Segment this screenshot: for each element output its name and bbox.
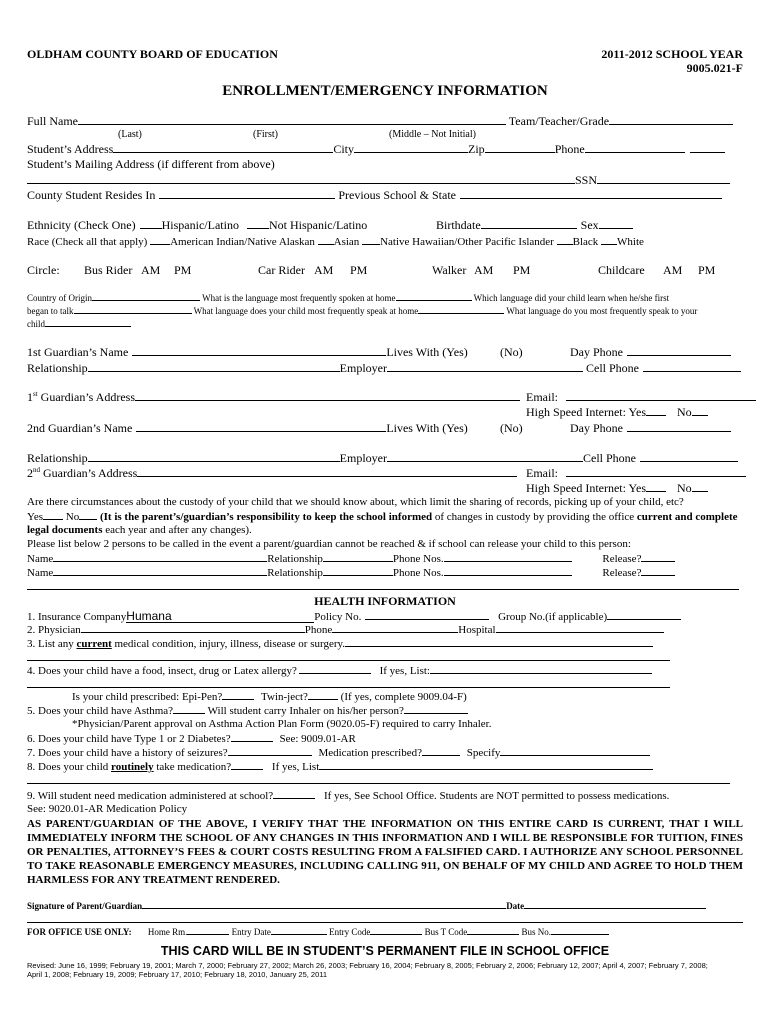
- pickup2-release-field[interactable]: [641, 567, 675, 576]
- bus-t-code-field[interactable]: [467, 927, 519, 935]
- med-prescribed-label: Medication prescribed?: [318, 747, 422, 759]
- sex-label: Sex: [580, 218, 599, 232]
- g1-internet-yes-label: Yes: [628, 405, 647, 419]
- specify-field[interactable]: [500, 747, 650, 756]
- g2-internet-yes[interactable]: [646, 482, 666, 492]
- last-hint: (Last): [118, 129, 142, 140]
- bus-no-label: Bus No.: [521, 927, 552, 937]
- g1-email-label: Email:: [526, 390, 558, 404]
- child-speaks-label: What language does your child most frequently speak at home: [193, 306, 419, 316]
- conditions-label: 3. List any current medical condition, injury, illness, disease or surgery.: [27, 638, 346, 650]
- bus-pm-option[interactable]: PM: [174, 263, 192, 277]
- first-language-field[interactable]: [74, 306, 192, 314]
- pickup2-release-label: Release?: [602, 567, 642, 579]
- g1-email-field[interactable]: [566, 391, 756, 401]
- began-label: began to talk: [27, 306, 74, 316]
- city-field[interactable]: [354, 143, 468, 153]
- bus-rider-label: Bus Rider: [84, 263, 133, 277]
- office-label: FOR OFFICE USE ONLY:: [27, 927, 132, 937]
- mailing-label: Student’s Mailing Address (if different from above): [27, 157, 275, 171]
- first-language-label: Which language did your child learn when he/she first: [473, 293, 670, 303]
- g1-lives-no[interactable]: (No): [500, 345, 523, 359]
- g1-internet-no[interactable]: [692, 406, 708, 416]
- permanent-file-notice: THIS CARD WILL BE IN STUDENT’S PERMANENT FILE IN SCHOOL OFFICE: [160, 944, 610, 958]
- school-med-field[interactable]: [273, 790, 315, 799]
- g2-email-label: Email:: [526, 466, 558, 480]
- sex-field[interactable]: [599, 219, 633, 229]
- ssn-field[interactable]: [597, 174, 730, 184]
- address-field[interactable]: [113, 143, 333, 153]
- prev-school-field[interactable]: [460, 189, 722, 199]
- home-language-field[interactable]: [396, 293, 472, 301]
- walker-am-option[interactable]: AM: [474, 263, 494, 277]
- g2-employer-field[interactable]: [387, 452, 583, 462]
- diabetes-see: See: 9009.01-AR: [279, 733, 356, 745]
- pickup2-name-label: Name: [27, 567, 54, 579]
- custody-question: Are there circumstances about the custody of your child that we should know about, which limit the sharing of records, picking up of your child, etc?: [27, 496, 684, 508]
- school-med-label: 9. Will student need medication administered at school?: [27, 790, 274, 802]
- ssn-label: SSN: [575, 173, 598, 187]
- g2-address-field[interactable]: [137, 467, 517, 477]
- g1-cell-label: Cell Phone: [586, 361, 639, 375]
- g1-name-field[interactable]: [132, 346, 386, 356]
- allergy-label: 4. Does your child have a food, insect, drug or Latex allergy?: [27, 665, 297, 677]
- revised-dates-1: Revised: June 16, 1999; February 19, 2001; March 7, 2000; February 27, 2002; March 26, 2003; February 16, 2004; February 8, 2005; February 2, 2006; February 12, 2007; April 4, 2007; February 7, 2008;: [27, 961, 708, 970]
- pickup-intro: Please list below 2 persons to be called in the event a parent/guardian cannot be reached & if school can release your child to this person:: [27, 538, 631, 550]
- pickup2-name-field[interactable]: [53, 567, 267, 576]
- pickup1-name-label: Name: [27, 553, 54, 565]
- med-prescribed-field[interactable]: [422, 747, 460, 756]
- g2-email-field[interactable]: [566, 467, 746, 477]
- twinject-field[interactable]: [308, 691, 338, 700]
- office-divider: [27, 922, 743, 923]
- parent-speaks-field[interactable]: [45, 319, 131, 327]
- asthma-field[interactable]: [173, 705, 205, 714]
- phone-field[interactable]: [585, 143, 685, 153]
- pickup1-name-field[interactable]: [53, 553, 267, 562]
- inhaler-label: Will student carry Inhaler on his/her person?: [207, 705, 404, 717]
- asthma-note: *Physician/Parent approval on Asthma Action Plan Form (9020.05-F) required to carry Inhaler.: [72, 718, 492, 730]
- g1-internet-no-label: No: [677, 405, 692, 419]
- section-divider: [27, 589, 739, 590]
- g1-day-phone-field[interactable]: [627, 346, 731, 356]
- signature-label: Signature of Parent/Guardian: [27, 901, 143, 911]
- group-label: Group No.(if applicable): [498, 611, 608, 623]
- home-rm-label: Home Rm.: [147, 927, 188, 937]
- mailing-field[interactable]: [27, 174, 575, 184]
- bus-am-option[interactable]: AM: [141, 263, 161, 277]
- g2-lives-yes[interactable]: (Yes): [442, 421, 468, 435]
- race-ai-label: American Indian/Native Alaskan: [170, 236, 315, 248]
- inhaler-field[interactable]: [404, 705, 468, 714]
- med-policy: See: 9020.01-AR Medication Policy: [27, 803, 188, 815]
- routine-med-label: 8. Does your child routinely take medication?: [27, 761, 232, 773]
- g2-relationship-label: Relationship: [27, 451, 88, 465]
- signature-date-field[interactable]: [524, 901, 706, 909]
- hispanic-label: Hispanic/Latino: [161, 218, 239, 232]
- conditions-field[interactable]: [345, 638, 653, 647]
- entry-date-label: Entry Date: [231, 927, 271, 937]
- physician-phone-field[interactable]: [332, 624, 458, 633]
- g1-internet-yes[interactable]: [646, 406, 666, 416]
- county-label: County Student Resides In: [27, 188, 156, 202]
- parent-speaks-label: What language do you most frequently speak to your: [506, 306, 698, 316]
- child-label: child: [27, 319, 45, 329]
- g2-relationship-field[interactable]: [88, 452, 340, 462]
- team-field[interactable]: [609, 115, 733, 125]
- car-am-option[interactable]: AM: [314, 263, 334, 277]
- allergy-list-field[interactable]: [430, 665, 652, 674]
- signature-field[interactable]: [142, 901, 506, 909]
- race-black-label: Black: [572, 236, 599, 248]
- ethnicity-label: Ethnicity (Check One): [27, 218, 136, 232]
- circle-label: Circle:: [27, 263, 60, 277]
- health-title: HEALTH INFORMATION: [314, 594, 456, 608]
- g1-address-field[interactable]: [135, 391, 520, 401]
- form-number: 9005.021-F: [686, 61, 743, 75]
- childcare-label: Childcare: [598, 263, 645, 277]
- car-pm-option[interactable]: PM: [350, 263, 368, 277]
- custody-no-field[interactable]: [79, 511, 97, 520]
- pickup2-phone-field[interactable]: [444, 567, 572, 576]
- g2-name-field[interactable]: [136, 422, 386, 432]
- physician-phone-label: Phone: [304, 624, 333, 636]
- pickup1-release-label: Release?: [602, 553, 642, 565]
- full-name-label: Full Name: [27, 114, 78, 128]
- allergy-field[interactable]: [299, 665, 371, 674]
- g1-lives-with-label: Lives With: [386, 345, 440, 359]
- twinject-note: (If yes, complete 9009.04-F): [340, 691, 467, 703]
- hospital-field[interactable]: [496, 624, 664, 633]
- pickup2-rel-field[interactable]: [323, 567, 393, 576]
- g1-lives-yes[interactable]: (Yes): [442, 345, 468, 359]
- seizures-field[interactable]: [228, 747, 312, 756]
- signature-date-label: Date: [506, 901, 525, 911]
- g2-name-label: 2nd Guardian’s Name: [27, 421, 133, 435]
- bus-t-code-label: Bus T Code: [424, 927, 468, 937]
- custody-yes-field[interactable]: [43, 511, 63, 520]
- origin-field[interactable]: [92, 293, 200, 301]
- walker-pm-option[interactable]: PM: [513, 263, 531, 277]
- zip-label: Zip: [468, 142, 485, 156]
- policy-field[interactable]: [365, 611, 489, 620]
- home-language-label: What is the language most frequently spoken at home: [202, 293, 396, 303]
- specify-label: Specify: [466, 747, 501, 759]
- race-label: Race (Check all that apply): [27, 236, 148, 248]
- origin-label: Country of Origin: [27, 293, 92, 303]
- home-rm-field[interactable]: [187, 927, 229, 935]
- g2-lives-with-label: Lives With: [386, 421, 440, 435]
- org-name: OLDHAM COUNTY BOARD OF EDUCATION: [27, 47, 278, 61]
- routine-list-field[interactable]: [319, 761, 653, 770]
- g1-address-label: 1st Guardian’s Address: [27, 390, 135, 404]
- g2-day-phone-field[interactable]: [627, 422, 731, 432]
- race-white-check[interactable]: [601, 235, 617, 245]
- phone-label: Phone: [554, 142, 585, 156]
- entry-code-label: Entry Code: [329, 927, 371, 937]
- g1-day-phone-label: Day Phone: [570, 345, 623, 359]
- walker-label: Walker: [432, 263, 467, 277]
- zip-field[interactable]: [485, 143, 555, 153]
- pickup1-rel-field[interactable]: [323, 553, 393, 562]
- allergy-field-line[interactable]: [27, 687, 670, 688]
- not-hispanic-label: Not Hispanic/Latino: [268, 218, 368, 232]
- g2-day-phone-label: Day Phone: [570, 421, 623, 435]
- first-hint: (First): [253, 129, 278, 140]
- physician-field[interactable]: [81, 624, 305, 633]
- g1-employer-label: Employer: [339, 361, 387, 375]
- g1-cell-field[interactable]: [643, 362, 741, 372]
- pickup2-phone-label: Phone Nos.: [392, 567, 444, 579]
- pickup2-rel-label: Relationship: [267, 567, 323, 579]
- hispanic-check[interactable]: [140, 219, 162, 229]
- race-white-label: White: [617, 236, 644, 248]
- middle-hint: (Middle – Not Initial): [389, 129, 476, 140]
- prev-school-label: Previous School & State: [338, 188, 457, 202]
- race-asian-label: Asian: [333, 236, 360, 248]
- childcare-am-option[interactable]: AM: [663, 263, 683, 277]
- school-year: 2011-2012 SCHOOL YEAR: [601, 47, 743, 61]
- g1-relationship-field[interactable]: [88, 362, 340, 372]
- race-nh-check[interactable]: [362, 235, 380, 245]
- car-rider-label: Car Rider: [258, 263, 305, 277]
- city-label: City: [333, 142, 355, 156]
- asthma-label: 5. Does your child have Asthma?: [27, 705, 174, 717]
- g2-cell-field[interactable]: [640, 452, 738, 462]
- custody-note: Yes No (It is the parent’s/guardian’s responsibility to keep the school informed of changes in custody by providing the office current and complete legal documents each year and after any changes).: [27, 511, 738, 536]
- g2-cell-label: Cell Phone: [583, 451, 636, 465]
- pickup1-phone-label: Phone Nos.: [392, 553, 444, 565]
- bus-no-field[interactable]: [551, 927, 609, 935]
- hospital-label: Hospital: [458, 624, 496, 636]
- g1-name-label: 1st Guardian’s Name: [27, 345, 129, 359]
- routine-med-field[interactable]: [231, 761, 263, 770]
- not-hispanic-check[interactable]: [247, 219, 269, 229]
- revised-dates-2: April 1, 2008; February 19, 2009; February 17, 2010; February 18, 2010, January 25, 2011: [27, 970, 328, 979]
- g2-internet-no[interactable]: [692, 482, 708, 492]
- insurance-field[interactable]: Humana: [126, 610, 314, 623]
- team-label: Team/Teacher/Grade: [508, 114, 610, 128]
- g2-employer-label: Employer: [339, 451, 387, 465]
- race-nh-label: Native Hawaiian/Other Pacific Islander: [380, 236, 554, 248]
- g2-internet-no-label: No: [677, 481, 692, 495]
- g1-relationship-label: Relationship: [27, 361, 88, 375]
- diabetes-label: 6. Does your child have Type 1 or 2 Diabetes?: [27, 733, 231, 745]
- physician-label: 2. Physician: [27, 624, 81, 636]
- childcare-pm-option[interactable]: PM: [698, 263, 716, 277]
- birthdate-label: Birthdate: [436, 218, 481, 232]
- g2-internet-yes-label: Yes: [628, 481, 647, 495]
- race-black-check[interactable]: [557, 235, 573, 245]
- epipen-label: Is your child prescribed: Epi-Pen?: [72, 691, 223, 703]
- full-name-field[interactable]: [78, 115, 506, 125]
- policy-label: Policy No.: [314, 611, 362, 623]
- conditions-field-line[interactable]: [27, 660, 670, 661]
- diabetes-field[interactable]: [231, 733, 273, 742]
- g1-internet-label: High Speed Internet:: [526, 405, 626, 419]
- entry-code-field[interactable]: [370, 927, 422, 935]
- g2-address-label: 2nd Guardian’s Address: [27, 466, 138, 480]
- allergy-list-label: If yes, List:: [379, 665, 430, 677]
- epipen-field[interactable]: [222, 691, 254, 700]
- pickup1-phone-field[interactable]: [444, 553, 572, 562]
- g1-employer-field[interactable]: [387, 362, 583, 372]
- pickup1-release-field[interactable]: [641, 553, 675, 562]
- page-title: ENROLLMENT/EMERGENCY INFORMATION: [222, 83, 548, 99]
- certification-statement: AS PARENT/GUARDIAN OF THE ABOVE, I VERIFY THAT THE INFORMATION ON THIS ENTIRE CARD IS CURRENT, THAT I WILL IMMEDIATELY INFORM THE SCHOOL OF ANY CHANGES IN THIS INFORMATION AND I WILL BE RESPONSIBLE FOR TUITION, FINES OR PENALTIES, ATTORNEY’S FEES & COURT COSTS RESULTING FROM A FALSIFIED CARD. I AUTHORIZE ANY SCHOOL PERSONNEL TO TAKE REASONABLE EMERGENCY MEASURES, INCLUDING CALLING 911, ON BEHALF OF MY CHILD AND AGREE TO HOLD THEM HARMLESS FOR ANY TREATMENT RENDERED.: [27, 818, 743, 886]
- seizures-label: 7. Does your child have a history of seizures?: [27, 747, 228, 759]
- birthdate-field[interactable]: [481, 219, 577, 229]
- race-ai-check[interactable]: [150, 235, 170, 245]
- school-med-note: If yes, See School Office. Students are NOT permitted to possess medications.: [323, 790, 670, 802]
- group-field[interactable]: [607, 611, 681, 620]
- address-label: Student’s Address: [27, 142, 114, 156]
- g2-lives-no[interactable]: (No): [500, 421, 523, 435]
- county-field[interactable]: [159, 189, 335, 199]
- entry-date-field[interactable]: [271, 927, 327, 935]
- race-asian-check[interactable]: [318, 235, 334, 245]
- routine-list-line[interactable]: [27, 783, 730, 784]
- child-speaks-field[interactable]: [418, 306, 504, 314]
- insurance-label: 1. Insurance Company: [27, 611, 127, 623]
- routine-list-label: If yes, List: [271, 761, 320, 773]
- g2-internet-label: High Speed Internet:: [526, 481, 626, 495]
- twinject-label: Twin-ject?: [261, 691, 308, 703]
- pickup1-rel-label: Relationship: [267, 553, 323, 565]
